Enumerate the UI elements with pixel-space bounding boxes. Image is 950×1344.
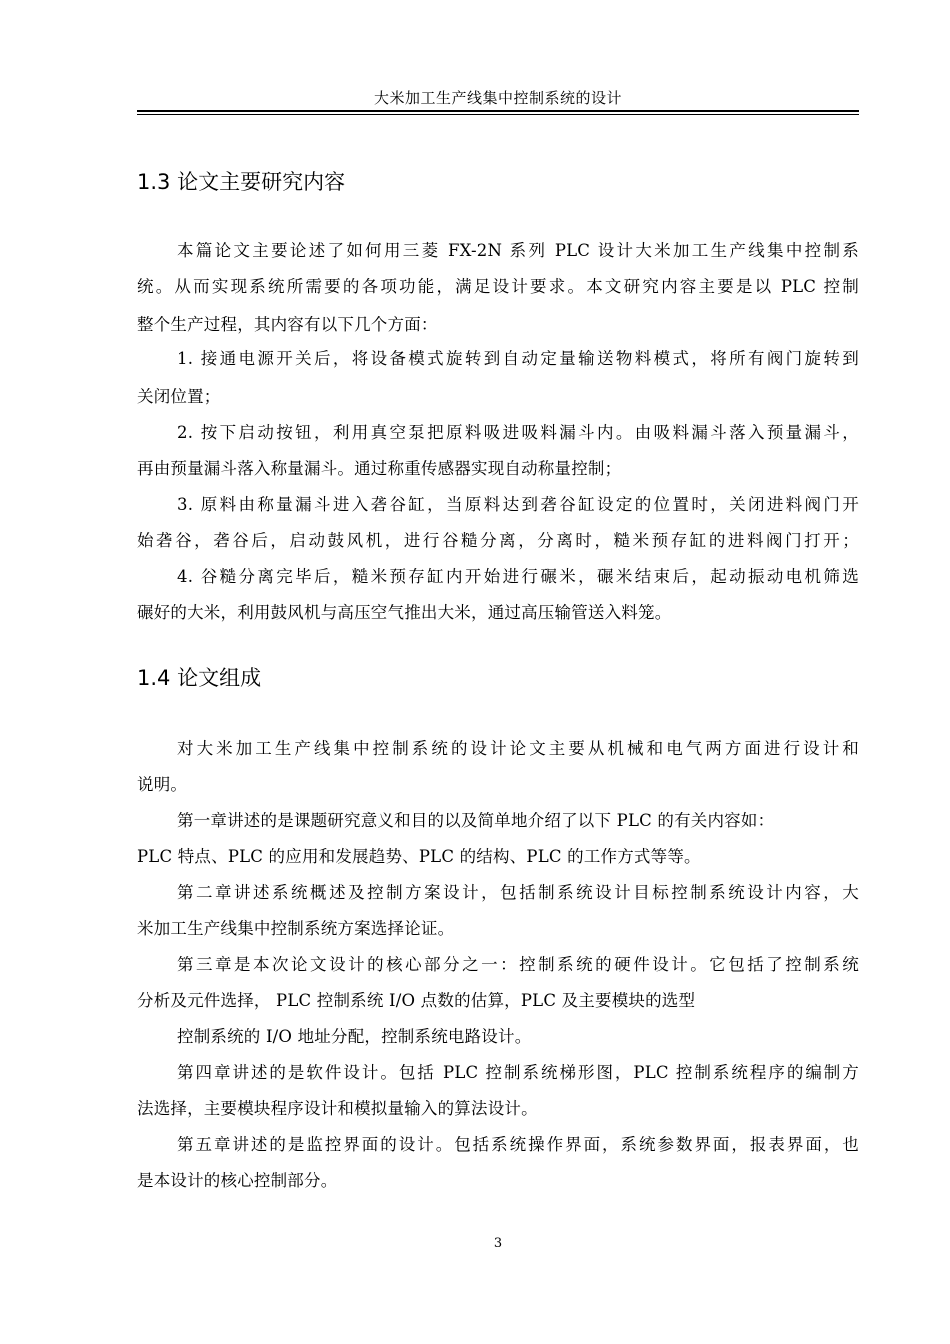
paragraph-line: PLC 特点、PLC 的应用和发展趋势、PLC 的结构、PLC 的工作方式等等。	[137, 847, 701, 866]
paragraph-line: 整个生产过程，其内容有以下几个方面：	[137, 315, 438, 334]
paragraph-line: 第三章是本次论文设计的核心部分之一：控制系统的硬件设计。它包括了控制系统	[177, 955, 859, 974]
paragraph-line: 第二章讲述系统概述及控制方案设计，包括制系统设计目标控制系统设计内容，大	[177, 883, 859, 902]
paragraph-line: 说明。	[137, 775, 188, 794]
page-number: 3	[493, 1236, 503, 1251]
paragraph-line: 米加工生产线集中控制系统方案选择论证。	[137, 919, 455, 938]
paragraph-line: 1. 接通电源开关后，将设备模式旋转到自动定量输送物料模式，将所有阀门旋转到	[177, 349, 859, 368]
section-heading-1-4: 1.4 论文组成	[137, 666, 262, 690]
paragraph-line: 本篇论文主要论述了如何用三菱 FX-2N 系列 PLC 设计大米加工生产线集中控制系	[177, 241, 859, 260]
header-rule	[137, 110, 859, 112]
paragraph-line: 第四章讲述的是软件设计。包括 PLC 控制系统梯形图，PLC 控制系统程序的编制方	[177, 1063, 859, 1082]
paragraph-line: 3. 原料由称量漏斗进入砻谷缸，当原料达到砻谷缸设定的位置时，关闭进料阀门开	[177, 495, 859, 514]
header-rule-thin	[137, 114, 859, 115]
section-heading-1-3: 1.3 论文主要研究内容	[137, 170, 346, 194]
paragraph-line: 对大米加工生产线集中控制系统的设计论文主要从机械和电气两方面进行设计和	[177, 739, 859, 758]
paragraph-line: 关闭位置；	[137, 387, 221, 406]
paragraph-line: 控制系统的 I/O 地址分配，控制系统电路设计。	[177, 1027, 532, 1046]
paragraph-line: 是本设计的核心控制部分。	[137, 1171, 338, 1190]
running-header: 大米加工生产线集中控制系统的设计	[373, 89, 622, 107]
paragraph-line: 分析及元件选择， PLC 控制系统 I/O 点数的估算，PLC 及主要模块的选型	[137, 991, 696, 1010]
paragraph-line: 再由预量漏斗落入称量漏斗。通过称重传感器实现自动称量控制；	[137, 459, 622, 478]
paragraph-line: 统。从而实现系统所需要的各项功能，满足设计要求。本文研究内容主要是以 PLC 控制	[137, 277, 859, 296]
paragraph-line: 第一章讲述的是课题研究意义和目的以及简单地介绍了以下 PLC 的有关内容如：	[177, 811, 775, 830]
paragraph-line: 碾好的大米，利用鼓风机与高压空气推出大米，通过高压输管送入料笼。	[137, 603, 672, 622]
paragraph-line: 4. 谷糙分离完毕后，糙米预存缸内开始进行碾米，碾米结束后，起动振动电机筛选	[177, 567, 859, 586]
paragraph-line: 第五章讲述的是监控界面的设计。包括系统操作界面，系统参数界面，报表界面，也	[177, 1135, 859, 1154]
paragraph-line: 法选择，主要模块程序设计和模拟量输入的算法设计。	[137, 1099, 538, 1118]
paragraph-line: 2. 按下启动按钮，利用真空泵把原料吸进吸料漏斗内。由吸料漏斗落入预量漏斗，	[177, 423, 859, 442]
paragraph-line: 始砻谷，砻谷后，启动鼓风机，进行谷糙分离，分离时，糙米预存缸的进料阀门打开；	[137, 531, 859, 550]
